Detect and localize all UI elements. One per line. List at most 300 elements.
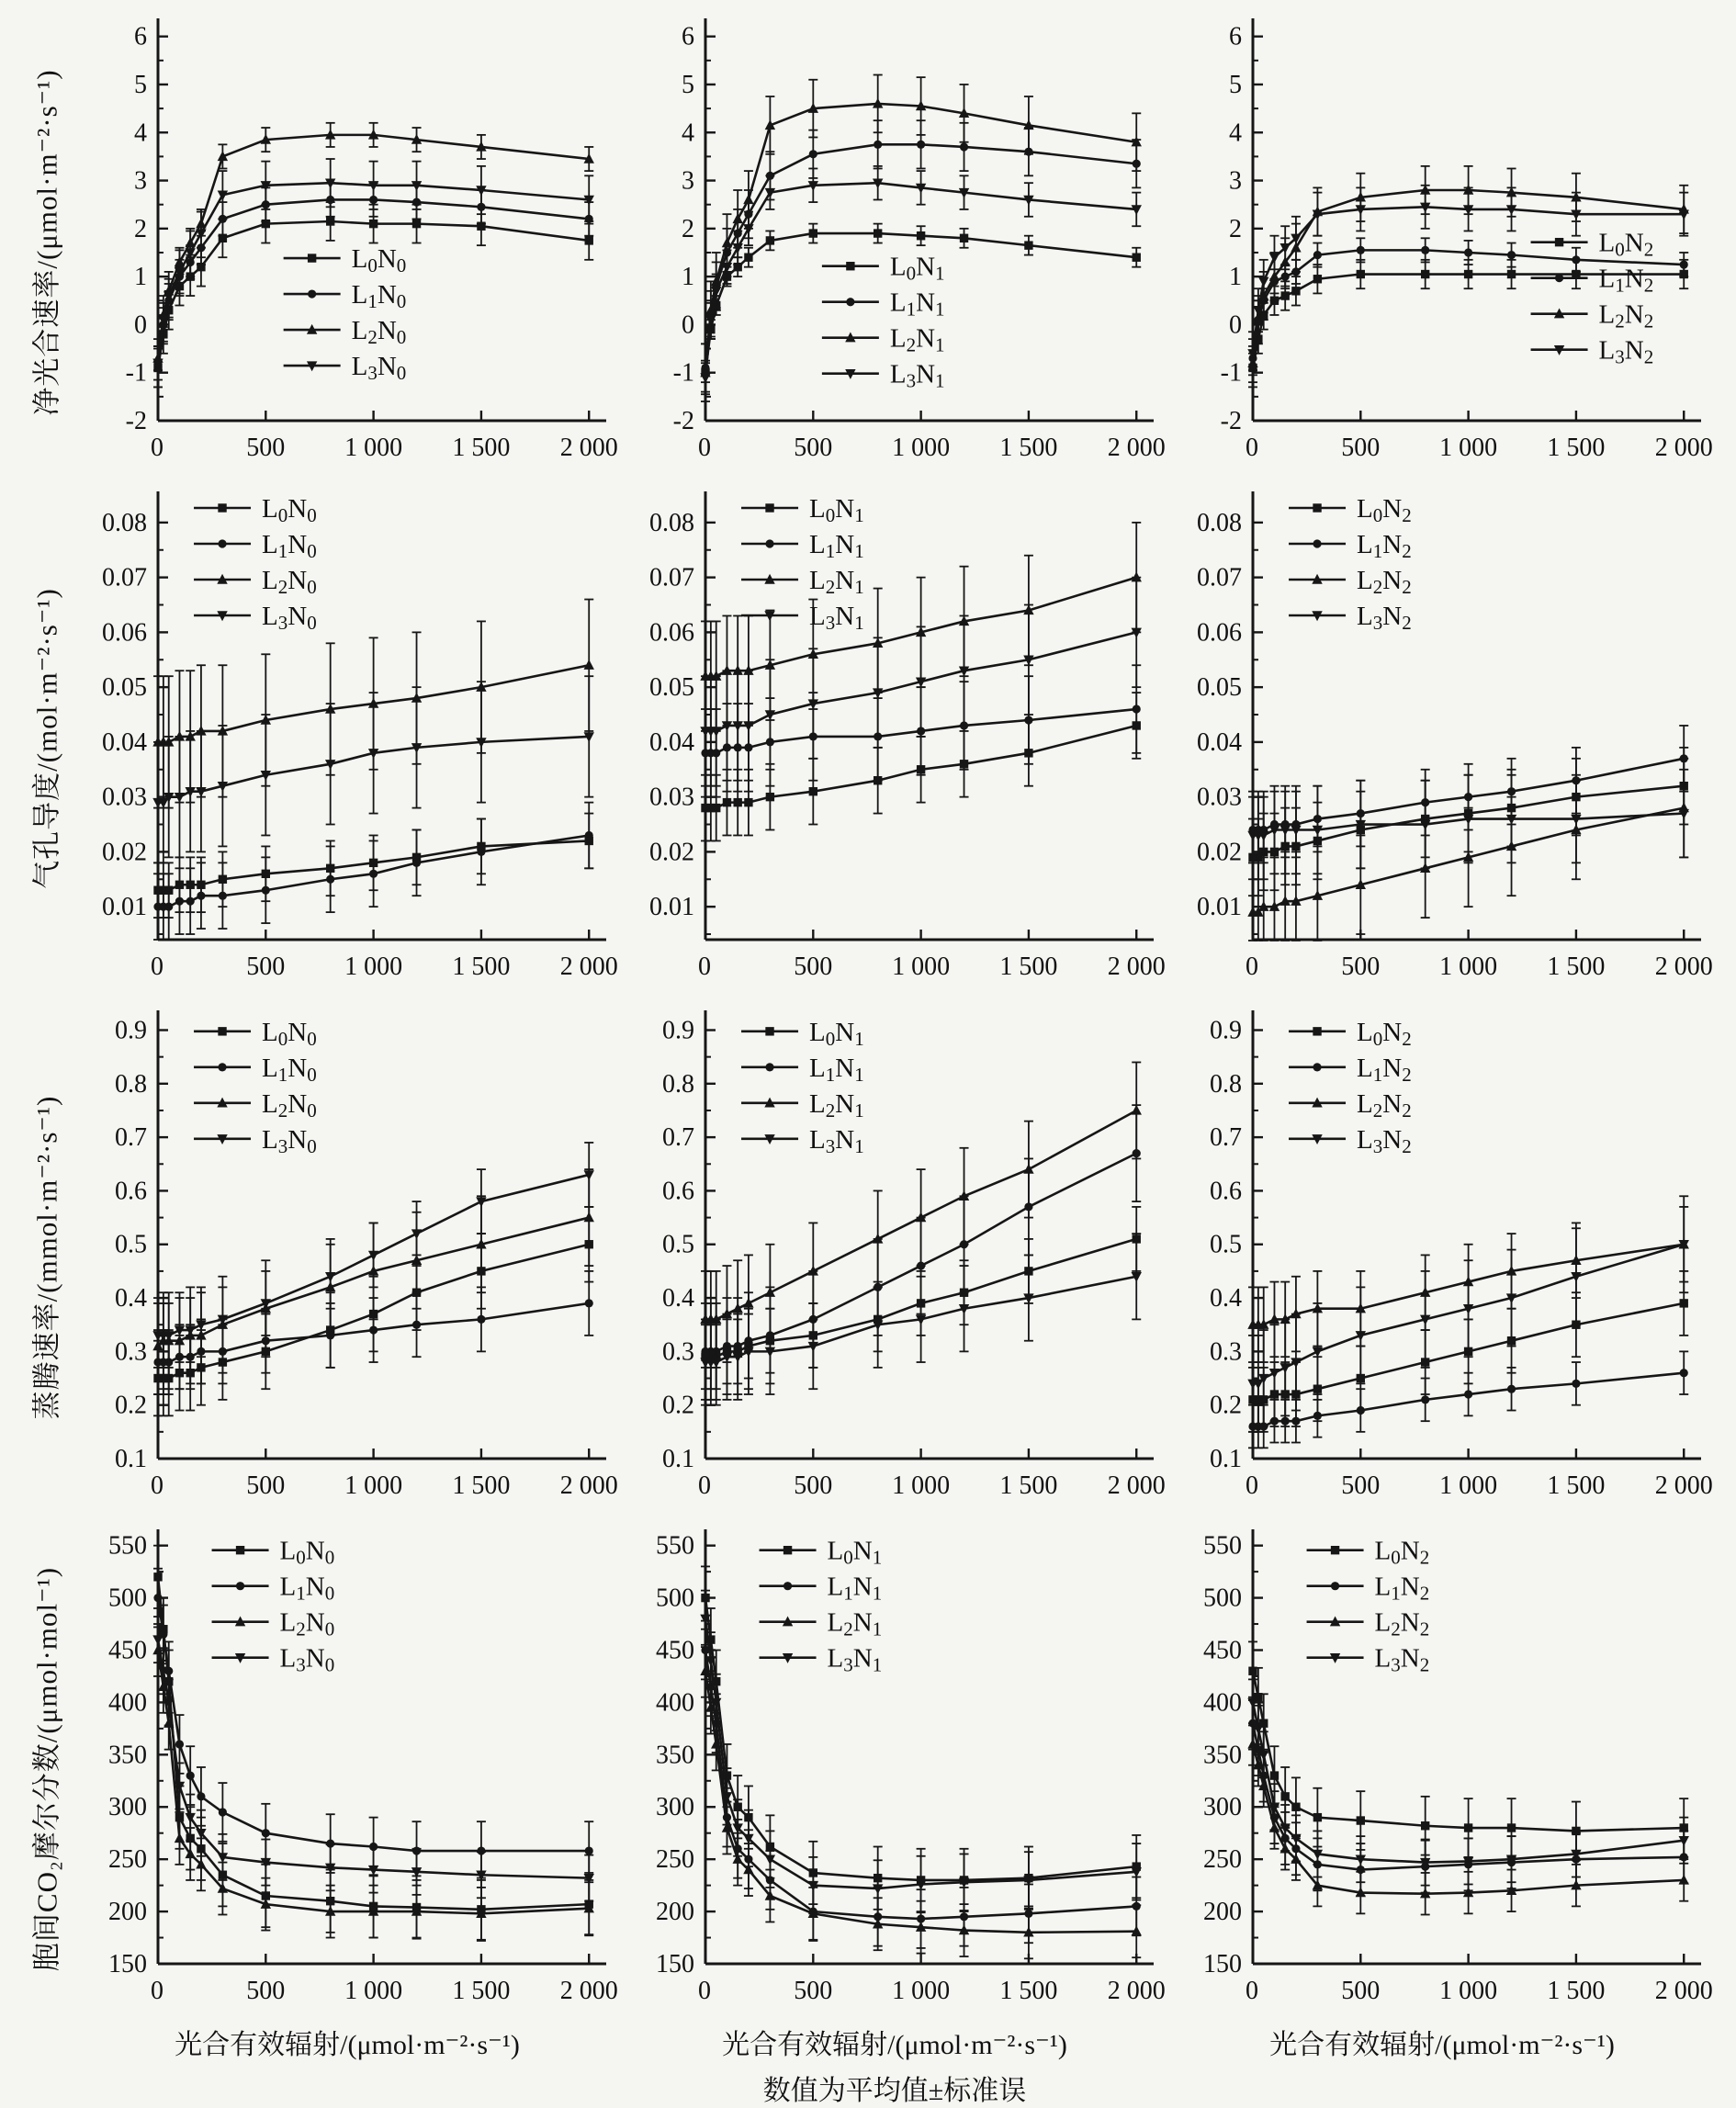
square-marker: [1507, 1823, 1516, 1832]
svg-text:2 000: 2 000: [559, 1977, 618, 2005]
square-marker: [585, 236, 593, 244]
svg-text:2 000: 2 000: [1107, 1977, 1166, 2005]
circle-marker: [477, 1315, 485, 1324]
svg-text:0.9: 0.9: [115, 1016, 147, 1045]
circle-marker: [809, 150, 817, 158]
svg-text:350: 350: [656, 1741, 694, 1770]
legend-label-L0N2: L0N2: [1357, 1017, 1412, 1050]
svg-text:500: 500: [1341, 953, 1381, 981]
svg-text:450: 450: [656, 1636, 694, 1665]
legend-label-L1N1: L1N1: [809, 530, 864, 562]
svg-text:1 000: 1 000: [1439, 953, 1498, 981]
svg-text:1 500: 1 500: [452, 1977, 511, 2005]
svg-text:0.03: 0.03: [102, 783, 147, 812]
svg-text:0.2: 0.2: [115, 1391, 147, 1420]
circle-marker: [765, 539, 773, 547]
circle-marker: [369, 1325, 378, 1334]
svg-text:150: 150: [108, 1950, 147, 1978]
circle-marker: [164, 903, 173, 911]
svg-text:0.3: 0.3: [662, 1337, 694, 1367]
svg-text:500: 500: [108, 1584, 147, 1613]
circle-marker: [219, 1808, 227, 1816]
svg-text:0.06: 0.06: [1197, 618, 1242, 648]
legend-label-L1N0: L1N0: [351, 280, 407, 312]
legend-label-L2N2: L2N2: [1374, 1607, 1430, 1640]
legend-label-L2N2: L2N2: [1598, 299, 1654, 333]
series-L3N2: [1247, 770, 1689, 880]
legend-r3c2: [741, 1018, 864, 1157]
legend-label-L1N0: L1N0: [262, 1053, 317, 1086]
svg-text:0.1: 0.1: [1210, 1445, 1242, 1473]
square-marker: [874, 229, 882, 237]
legend-label-L0N1: L0N1: [809, 494, 864, 526]
svg-text:1 500: 1 500: [1547, 953, 1606, 981]
circle-marker: [1313, 1412, 1322, 1420]
chart-svg-r4c1: [73, 1516, 621, 2017]
svg-text:0.7: 0.7: [115, 1123, 147, 1153]
square-marker: [765, 503, 773, 512]
series-L1N0: [153, 183, 593, 379]
svg-text:0: 0: [698, 1977, 711, 2005]
svg-text:300: 300: [1203, 1793, 1242, 1822]
svg-text:550: 550: [1203, 1531, 1242, 1561]
legend-label-L2N0: L2N0: [262, 1088, 317, 1122]
square-marker: [326, 217, 334, 225]
svg-text:300: 300: [108, 1793, 147, 1822]
legend-label-L1N2: L1N2: [1598, 264, 1654, 297]
svg-text:0: 0: [151, 953, 163, 981]
square-marker: [1291, 287, 1300, 295]
circle-marker: [960, 142, 968, 151]
svg-text:0: 0: [1246, 434, 1258, 462]
svg-text:0.08: 0.08: [102, 508, 147, 537]
legend-r4c1: [212, 1537, 335, 1676]
legend-label-L3N1: L3N1: [809, 1124, 864, 1157]
triangle-down-marker: [1269, 254, 1279, 264]
svg-text:0.04: 0.04: [1197, 727, 1242, 757]
x-axis-title-col1: 光合有效辐射/(μmol·m⁻²·s⁻¹): [175, 2030, 520, 2060]
svg-text:-1: -1: [1220, 358, 1242, 388]
svg-text:4: 4: [682, 118, 694, 148]
square-marker: [744, 798, 752, 806]
svg-text:0.04: 0.04: [649, 727, 694, 757]
svg-text:500: 500: [794, 953, 833, 981]
legend-label-L3N0: L3N0: [262, 1124, 317, 1157]
legend-label-L0N2: L0N2: [1598, 228, 1654, 261]
circle-marker: [412, 859, 421, 867]
legend-r1c1: [284, 244, 407, 384]
square-marker: [1507, 270, 1516, 278]
chart-net-photosynthesis-n2: [1168, 6, 1716, 479]
svg-text:500: 500: [1341, 1977, 1381, 2005]
svg-text:0.06: 0.06: [649, 618, 694, 648]
circle-marker: [1464, 1390, 1472, 1398]
circle-marker: [1572, 1380, 1580, 1388]
legend-r1c2: [822, 253, 945, 392]
svg-text:500: 500: [1341, 434, 1381, 462]
square-marker: [846, 262, 854, 270]
svg-text:0: 0: [1246, 953, 1258, 981]
legend-label-L2N2: L2N2: [1357, 566, 1412, 598]
square-marker: [1313, 275, 1322, 283]
circle-marker: [186, 897, 195, 906]
svg-text:0: 0: [151, 434, 163, 462]
y-axis-title-net-photosynthesis: 净光合速率/(μmol·m⁻²·s⁻¹): [30, 68, 63, 416]
svg-text:0.05: 0.05: [649, 673, 694, 703]
svg-text:0.02: 0.02: [1197, 838, 1242, 867]
svg-text:2 000: 2 000: [1107, 953, 1166, 981]
svg-text:1 000: 1 000: [892, 953, 951, 981]
svg-text:0: 0: [698, 1471, 711, 1500]
square-marker: [765, 1027, 773, 1035]
legend-label-L0N1: L0N1: [809, 1017, 864, 1050]
legend-r2c2: [741, 494, 864, 634]
legend-r4c3: [1307, 1537, 1430, 1676]
legend-r2c3: [1289, 494, 1412, 634]
square-marker: [236, 1546, 244, 1554]
svg-text:500: 500: [1203, 1584, 1242, 1613]
svg-text:0.05: 0.05: [1197, 673, 1242, 703]
circle-marker: [783, 1582, 792, 1590]
circle-marker: [1331, 1582, 1339, 1590]
svg-text:1 000: 1 000: [1439, 434, 1498, 462]
svg-text:6: 6: [682, 22, 694, 51]
legend-label-L0N0: L0N0: [279, 1536, 335, 1569]
legend-label-L1N1: L1N1: [827, 1572, 883, 1605]
legend-label-L1N0: L1N0: [262, 530, 317, 562]
square-marker: [1024, 241, 1032, 249]
chart-net-photosynthesis-n0: [73, 6, 621, 479]
series-L3N0: [152, 1617, 594, 1901]
svg-text:150: 150: [1203, 1950, 1242, 1978]
square-marker: [1270, 1771, 1279, 1779]
figure-row-intercellular-co2: [15, 1516, 1736, 2022]
circle-marker: [1507, 251, 1516, 259]
legend-label-L1N1: L1N1: [889, 287, 945, 321]
triangle-marker: [175, 1832, 185, 1843]
circle-marker: [175, 1740, 184, 1748]
legend-label-L3N0: L3N0: [351, 352, 407, 384]
circle-marker: [1281, 1417, 1290, 1426]
circle-marker: [765, 1063, 773, 1071]
circle-marker: [218, 1063, 226, 1071]
svg-text:-2: -2: [125, 407, 147, 435]
square-marker: [744, 254, 752, 262]
circle-marker: [846, 298, 854, 306]
svg-text:400: 400: [108, 1688, 147, 1718]
square-marker: [218, 503, 226, 512]
chart-svg-r2c2: [621, 479, 1168, 993]
legend-label-L3N2: L3N2: [1598, 335, 1654, 368]
chart-intercellular-co2-n2: [1168, 1516, 1716, 2022]
legend-label-L1N2: L1N2: [1357, 530, 1412, 562]
svg-text:0.08: 0.08: [649, 508, 694, 537]
legend-r3c3: [1289, 1018, 1412, 1157]
svg-text:0.8: 0.8: [115, 1069, 147, 1099]
svg-text:2 000: 2 000: [1107, 1471, 1166, 1500]
triangle-down-marker: [1258, 277, 1268, 287]
svg-text:-1: -1: [672, 358, 694, 388]
svg-text:0.4: 0.4: [115, 1284, 147, 1313]
circle-marker: [236, 1582, 244, 1590]
svg-text:3: 3: [1229, 166, 1242, 196]
triangle-marker: [584, 1212, 594, 1222]
legend-label-L0N1: L0N1: [827, 1536, 883, 1569]
svg-text:0: 0: [1246, 1471, 1258, 1500]
svg-text:0.03: 0.03: [1197, 783, 1242, 812]
circle-marker: [262, 886, 270, 895]
svg-text:2: 2: [1229, 214, 1242, 243]
svg-text:2 000: 2 000: [559, 434, 618, 462]
svg-text:150: 150: [656, 1950, 694, 1978]
svg-text:350: 350: [1203, 1741, 1242, 1770]
svg-text:0: 0: [698, 434, 711, 462]
svg-text:400: 400: [656, 1688, 694, 1718]
svg-text:250: 250: [656, 1845, 694, 1875]
svg-text:4: 4: [134, 118, 147, 148]
triangle-marker: [743, 194, 753, 204]
svg-text:0: 0: [698, 953, 711, 981]
svg-text:200: 200: [656, 1898, 694, 1927]
x-axis-title-col3: 光合有效辐射/(μmol·m⁻²·s⁻¹): [1269, 2030, 1615, 2060]
y-axis-title-cell: [15, 1516, 73, 2022]
svg-text:350: 350: [108, 1741, 147, 1770]
square-marker: [1280, 1792, 1289, 1800]
circle-marker: [1680, 1369, 1688, 1377]
chart-svg-r4c2: [621, 1516, 1168, 2017]
svg-text:0.04: 0.04: [102, 727, 147, 757]
svg-text:1: 1: [682, 263, 694, 292]
figure-footnote: 数值为平均值±标准误: [762, 2076, 1027, 2106]
square-marker: [712, 804, 720, 812]
svg-text:0: 0: [134, 310, 147, 340]
circle-marker: [1313, 251, 1322, 259]
svg-text:1: 1: [134, 263, 147, 292]
svg-text:500: 500: [794, 1471, 833, 1500]
legend-label-L2N0: L2N0: [279, 1607, 335, 1640]
svg-text:-1: -1: [125, 358, 147, 388]
legend-label-L2N1: L2N1: [809, 566, 864, 598]
chart-svg-r2c3: [1168, 479, 1716, 993]
svg-text:0.6: 0.6: [115, 1177, 147, 1206]
series-L1N0: [153, 803, 593, 940]
figure-row-stomatal-conductance: [15, 479, 1736, 998]
chart-transpiration-n1: [621, 998, 1168, 1516]
svg-text:2 000: 2 000: [1107, 434, 1166, 462]
svg-text:-2: -2: [1220, 407, 1242, 435]
svg-text:0.6: 0.6: [662, 1177, 694, 1206]
svg-text:2 000: 2 000: [559, 953, 618, 981]
circle-marker: [917, 141, 925, 149]
svg-text:1 500: 1 500: [1547, 1471, 1606, 1500]
chart-stomatal-conductance-n0: [73, 479, 621, 998]
legend-label-L3N1: L3N1: [809, 602, 864, 634]
chart-stomatal-conductance-n2: [1168, 479, 1716, 998]
svg-text:0.5: 0.5: [1210, 1230, 1242, 1259]
svg-text:5: 5: [1229, 70, 1242, 99]
circle-marker: [186, 1771, 195, 1779]
svg-text:0.07: 0.07: [102, 563, 147, 592]
chart-intercellular-co2-n0: [73, 1516, 621, 2022]
svg-text:1 000: 1 000: [344, 953, 403, 981]
legend-r4c2: [760, 1537, 883, 1676]
legend-label-L1N2: L1N2: [1374, 1572, 1430, 1605]
square-marker: [1421, 270, 1429, 278]
square-marker: [733, 798, 741, 806]
square-marker: [1357, 1816, 1365, 1824]
circle-marker: [1133, 705, 1141, 713]
svg-text:2 000: 2 000: [1654, 1471, 1713, 1500]
figure-row-transpiration: [15, 998, 1736, 1516]
svg-text:500: 500: [794, 434, 833, 462]
svg-text:5: 5: [134, 70, 147, 99]
legend-label-L0N0: L0N0: [351, 244, 407, 276]
svg-text:0.9: 0.9: [662, 1016, 694, 1045]
svg-text:0.05: 0.05: [102, 673, 147, 703]
y-axis-title-transpiration: 蒸腾速率/(mmol·m⁻²·s⁻¹): [30, 1095, 63, 1419]
legend-label-L3N0: L3N0: [262, 602, 317, 634]
chart-svg-r1c2: [621, 6, 1168, 474]
square-marker: [412, 220, 421, 228]
svg-text:2 000: 2 000: [1654, 434, 1713, 462]
triangle-marker: [584, 659, 594, 670]
legend-r2c1: [194, 494, 317, 634]
svg-text:200: 200: [108, 1898, 147, 1927]
chart-intercellular-co2-n1: [621, 1516, 1168, 2022]
svg-text:0.3: 0.3: [115, 1337, 147, 1367]
svg-text:400: 400: [1203, 1688, 1242, 1718]
svg-text:0: 0: [1246, 1977, 1258, 2005]
circle-marker: [1507, 1385, 1516, 1393]
triangle-down-marker: [152, 1635, 163, 1645]
svg-text:0.8: 0.8: [662, 1069, 694, 1099]
svg-text:0.2: 0.2: [1210, 1391, 1242, 1420]
svg-text:1 500: 1 500: [999, 953, 1058, 981]
svg-text:250: 250: [1203, 1845, 1242, 1875]
svg-text:500: 500: [246, 1977, 286, 2005]
svg-text:500: 500: [246, 434, 286, 462]
circle-marker: [1357, 246, 1365, 254]
square-marker: [766, 236, 774, 244]
svg-text:200: 200: [1203, 1898, 1242, 1927]
svg-text:1 000: 1 000: [344, 1471, 403, 1500]
svg-text:6: 6: [1229, 22, 1242, 51]
figure-row-net-photosynthesis: [15, 6, 1736, 479]
y-axis-title-intercellular-co2: 胞间CO₂摩尔分数/(μmol·mol⁻¹): [30, 1566, 63, 1972]
svg-text:1 000: 1 000: [344, 1977, 403, 2005]
legend-label-L3N0: L3N0: [279, 1643, 335, 1676]
circle-marker: [1680, 260, 1688, 268]
svg-text:0.7: 0.7: [662, 1123, 694, 1153]
legend-label-L3N1: L3N1: [827, 1643, 883, 1676]
square-marker: [1248, 1667, 1257, 1675]
svg-text:0.02: 0.02: [649, 838, 694, 867]
circle-marker: [175, 897, 184, 906]
square-marker: [1313, 503, 1321, 512]
svg-text:0.4: 0.4: [1210, 1284, 1242, 1313]
legend-label-L2N2: L2N2: [1357, 1088, 1412, 1122]
square-marker: [723, 798, 731, 806]
square-marker: [960, 234, 968, 242]
circle-marker: [197, 892, 205, 900]
square-marker: [766, 793, 774, 801]
svg-text:0.07: 0.07: [649, 563, 694, 592]
circle-marker: [262, 1829, 270, 1837]
chart-svg-r4c3: [1168, 1516, 1716, 2017]
circle-marker: [585, 1846, 593, 1854]
svg-text:1 000: 1 000: [1439, 1977, 1498, 2005]
svg-text:0.5: 0.5: [115, 1230, 147, 1259]
circle-marker: [477, 848, 485, 856]
chart-svg-r1c1: [73, 6, 621, 474]
svg-text:1: 1: [1229, 263, 1242, 292]
circle-marker: [1313, 1063, 1321, 1071]
svg-text:2 000: 2 000: [1654, 953, 1713, 981]
y-axis-title-cell: [15, 998, 73, 1516]
svg-text:0.1: 0.1: [662, 1445, 694, 1473]
circle-marker: [153, 1594, 162, 1602]
y-axis-title-stomatal-conductance: 气孔导度/(mol·m⁻²·s⁻¹): [30, 587, 63, 889]
svg-text:2 000: 2 000: [1654, 1977, 1713, 2005]
svg-text:1 500: 1 500: [452, 1471, 511, 1500]
square-marker: [308, 254, 316, 262]
x-axis-captions: [73, 2022, 1736, 2062]
svg-text:500: 500: [246, 953, 286, 981]
svg-text:450: 450: [108, 1636, 147, 1665]
chart-svg-r1c3: [1168, 6, 1716, 474]
svg-text:500: 500: [794, 1977, 833, 2005]
legend-label-L0N0: L0N0: [262, 494, 317, 526]
chart-transpiration-n0: [73, 998, 621, 1516]
legend-label-L0N2: L0N2: [1357, 494, 1412, 526]
svg-text:0: 0: [151, 1977, 163, 2005]
svg-text:500: 500: [1341, 1471, 1381, 1500]
chart-svg-r3c1: [73, 998, 621, 1512]
svg-text:1 500: 1 500: [1547, 434, 1606, 462]
svg-text:0.7: 0.7: [1210, 1123, 1242, 1153]
legend-label-L2N1: L2N1: [809, 1088, 864, 1122]
svg-text:0.01: 0.01: [1197, 893, 1242, 922]
svg-text:2: 2: [682, 214, 694, 243]
square-marker: [218, 1027, 226, 1035]
x-axis-title-col2: 光合有效辐射/(μmol·m⁻²·s⁻¹): [722, 2030, 1067, 2060]
svg-text:0.9: 0.9: [1210, 1016, 1242, 1045]
legend-r3c1: [194, 1018, 317, 1157]
svg-text:300: 300: [656, 1793, 694, 1822]
svg-text:0.01: 0.01: [102, 893, 147, 922]
circle-marker: [1555, 274, 1563, 282]
square-marker: [1291, 1803, 1300, 1811]
square-marker: [1464, 270, 1472, 278]
svg-text:0.06: 0.06: [102, 618, 147, 648]
svg-text:3: 3: [134, 166, 147, 196]
square-marker: [1464, 1823, 1472, 1832]
y-axis-title-cell: [15, 6, 73, 479]
circle-marker: [1421, 1395, 1429, 1403]
svg-text:500: 500: [246, 1471, 286, 1500]
square-marker: [1331, 1546, 1339, 1554]
legend-label-L2N1: L2N1: [827, 1607, 883, 1640]
legend-label-L2N0: L2N0: [351, 316, 407, 348]
y-axis-title-cell: [15, 479, 73, 998]
legend-r1c3: [1531, 229, 1654, 368]
triangle-down-marker: [765, 1854, 775, 1865]
legend-label-L1N2: L1N2: [1357, 1053, 1412, 1086]
chart-svg-r3c2: [621, 998, 1168, 1512]
chart-transpiration-n2: [1168, 998, 1716, 1516]
square-marker: [369, 220, 378, 228]
square-marker: [1357, 270, 1365, 278]
